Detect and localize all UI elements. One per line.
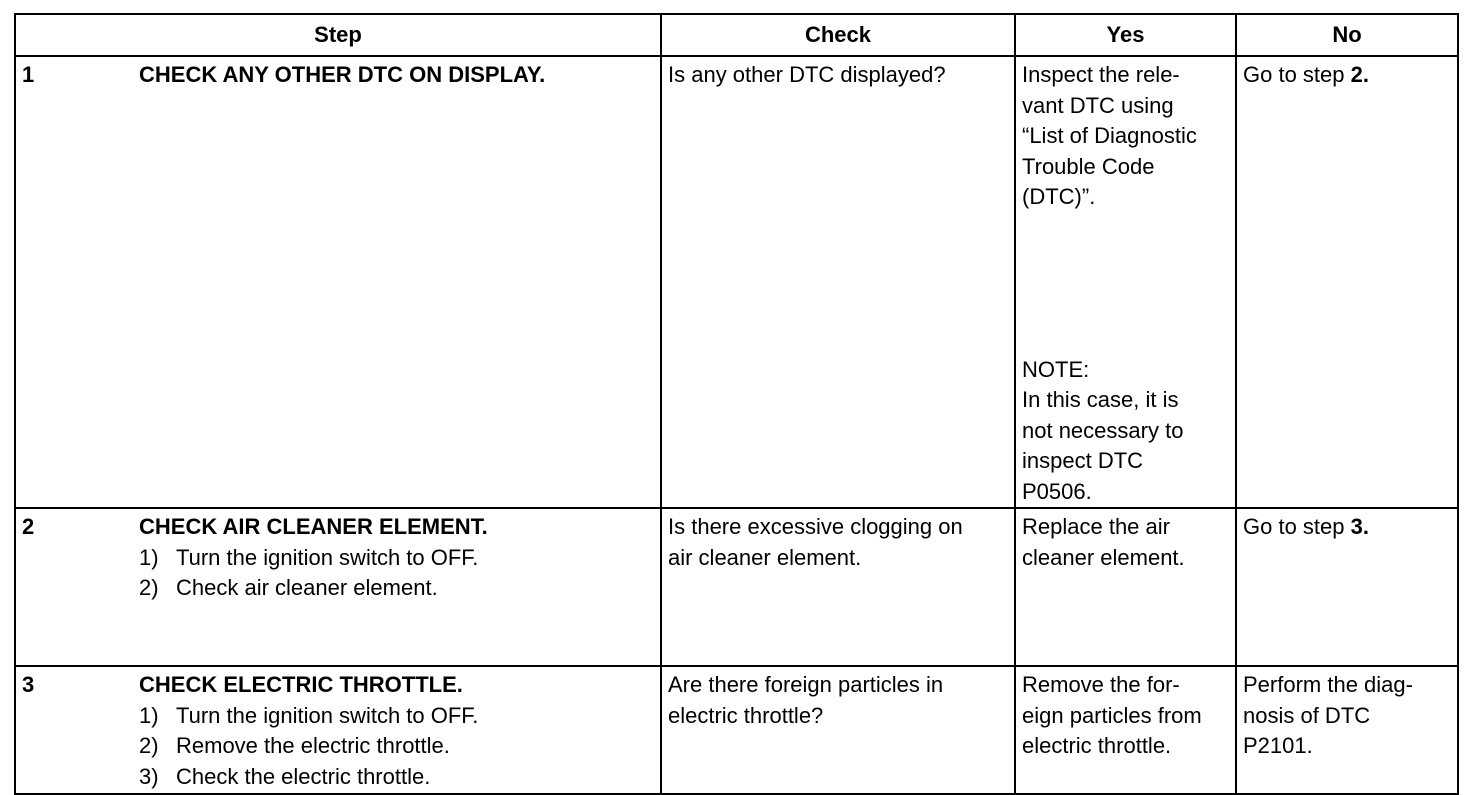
table-row [15, 508, 1458, 666]
yes-cell [1015, 666, 1236, 794]
substep [139, 762, 654, 793]
step-title: CHECK ANY OTHER DTC ON DISPLAY. [139, 62, 546, 87]
step-number: 3 [22, 672, 35, 697]
no-step-ref: 2. [1350, 62, 1369, 87]
substep [139, 731, 654, 762]
note-line: In this case, it is [1022, 387, 1179, 412]
check-line: electric throttle? [668, 702, 824, 728]
header-check: Check [661, 14, 1015, 56]
substep-number: 2) [139, 575, 159, 600]
header-row [15, 14, 1458, 56]
check-line: Is there excessive clogging on [668, 514, 963, 539]
no-text: Go to step [1243, 62, 1351, 87]
step-number: 2 [22, 514, 35, 539]
step-number: 1 [22, 62, 35, 87]
substep-text: Turn the ignition switch to OFF. [176, 544, 479, 570]
substep-number: 1) [139, 544, 159, 570]
no-cell [1236, 56, 1458, 508]
table-row [15, 56, 1458, 508]
substep [139, 573, 654, 604]
header-yes: Yes [1015, 14, 1236, 56]
substep-number: 2) [139, 733, 159, 758]
substep-text: Check the electric throttle. [176, 763, 431, 789]
step-title: CHECK AIR CLEANER ELEMENT. [139, 514, 488, 539]
substep-number: 1) [139, 702, 159, 728]
step-cell [15, 666, 661, 794]
substep-text: Turn the ignition switch to OFF. [176, 702, 479, 728]
yes-line: “List of Diagnostic [1022, 123, 1197, 148]
yes-line: Remove the for- [1022, 672, 1180, 697]
check-cell [661, 56, 1015, 508]
yes-line: vant DTC using [1022, 92, 1174, 118]
note-label: NOTE: [1022, 356, 1090, 382]
header-no: No [1236, 14, 1458, 56]
no-cell [1236, 666, 1458, 794]
yes-line: Replace the air [1022, 514, 1170, 539]
note-line: not necessary to [1022, 417, 1184, 443]
check-line: Are there foreign particles in [668, 672, 944, 697]
substep-number: 3) [139, 763, 159, 789]
yes-line: electric throttle. [1022, 733, 1172, 758]
yes-line: eign particles from [1022, 702, 1202, 728]
check-line: air cleaner element. [668, 544, 862, 570]
step-cell [15, 56, 661, 508]
yes-line: cleaner element. [1022, 544, 1185, 570]
note-spacer [1022, 213, 1229, 355]
check-cell [661, 508, 1015, 666]
no-text: Go to step [1243, 514, 1351, 539]
diagnostic-table [14, 13, 1459, 795]
step-cell [15, 508, 661, 666]
substep [139, 543, 654, 574]
check-cell [661, 666, 1015, 794]
yes-cell [1015, 56, 1236, 508]
substep-text: Remove the electric throttle. [176, 733, 450, 758]
header-step: Step [15, 14, 661, 56]
substep-text: Check air cleaner element. [176, 575, 438, 600]
check-text: Is any other DTC displayed? [668, 62, 946, 87]
no-line: nosis of DTC [1243, 702, 1371, 728]
yes-line: Inspect the rele- [1022, 62, 1180, 87]
yes-line: Trouble Code [1022, 153, 1155, 179]
step-title: CHECK ELECTRIC THROTTLE. [139, 672, 463, 697]
yes-cell [1015, 508, 1236, 666]
table-row [15, 666, 1458, 794]
note-line: P0506. [1022, 478, 1092, 504]
no-line: P2101. [1243, 733, 1313, 758]
no-cell [1236, 508, 1458, 666]
note-line: inspect DTC [1022, 448, 1144, 473]
no-step-ref: 3. [1350, 514, 1369, 539]
yes-line: (DTC)”. [1022, 184, 1096, 209]
substep [139, 701, 654, 732]
no-line: Perform the diag- [1243, 672, 1413, 697]
